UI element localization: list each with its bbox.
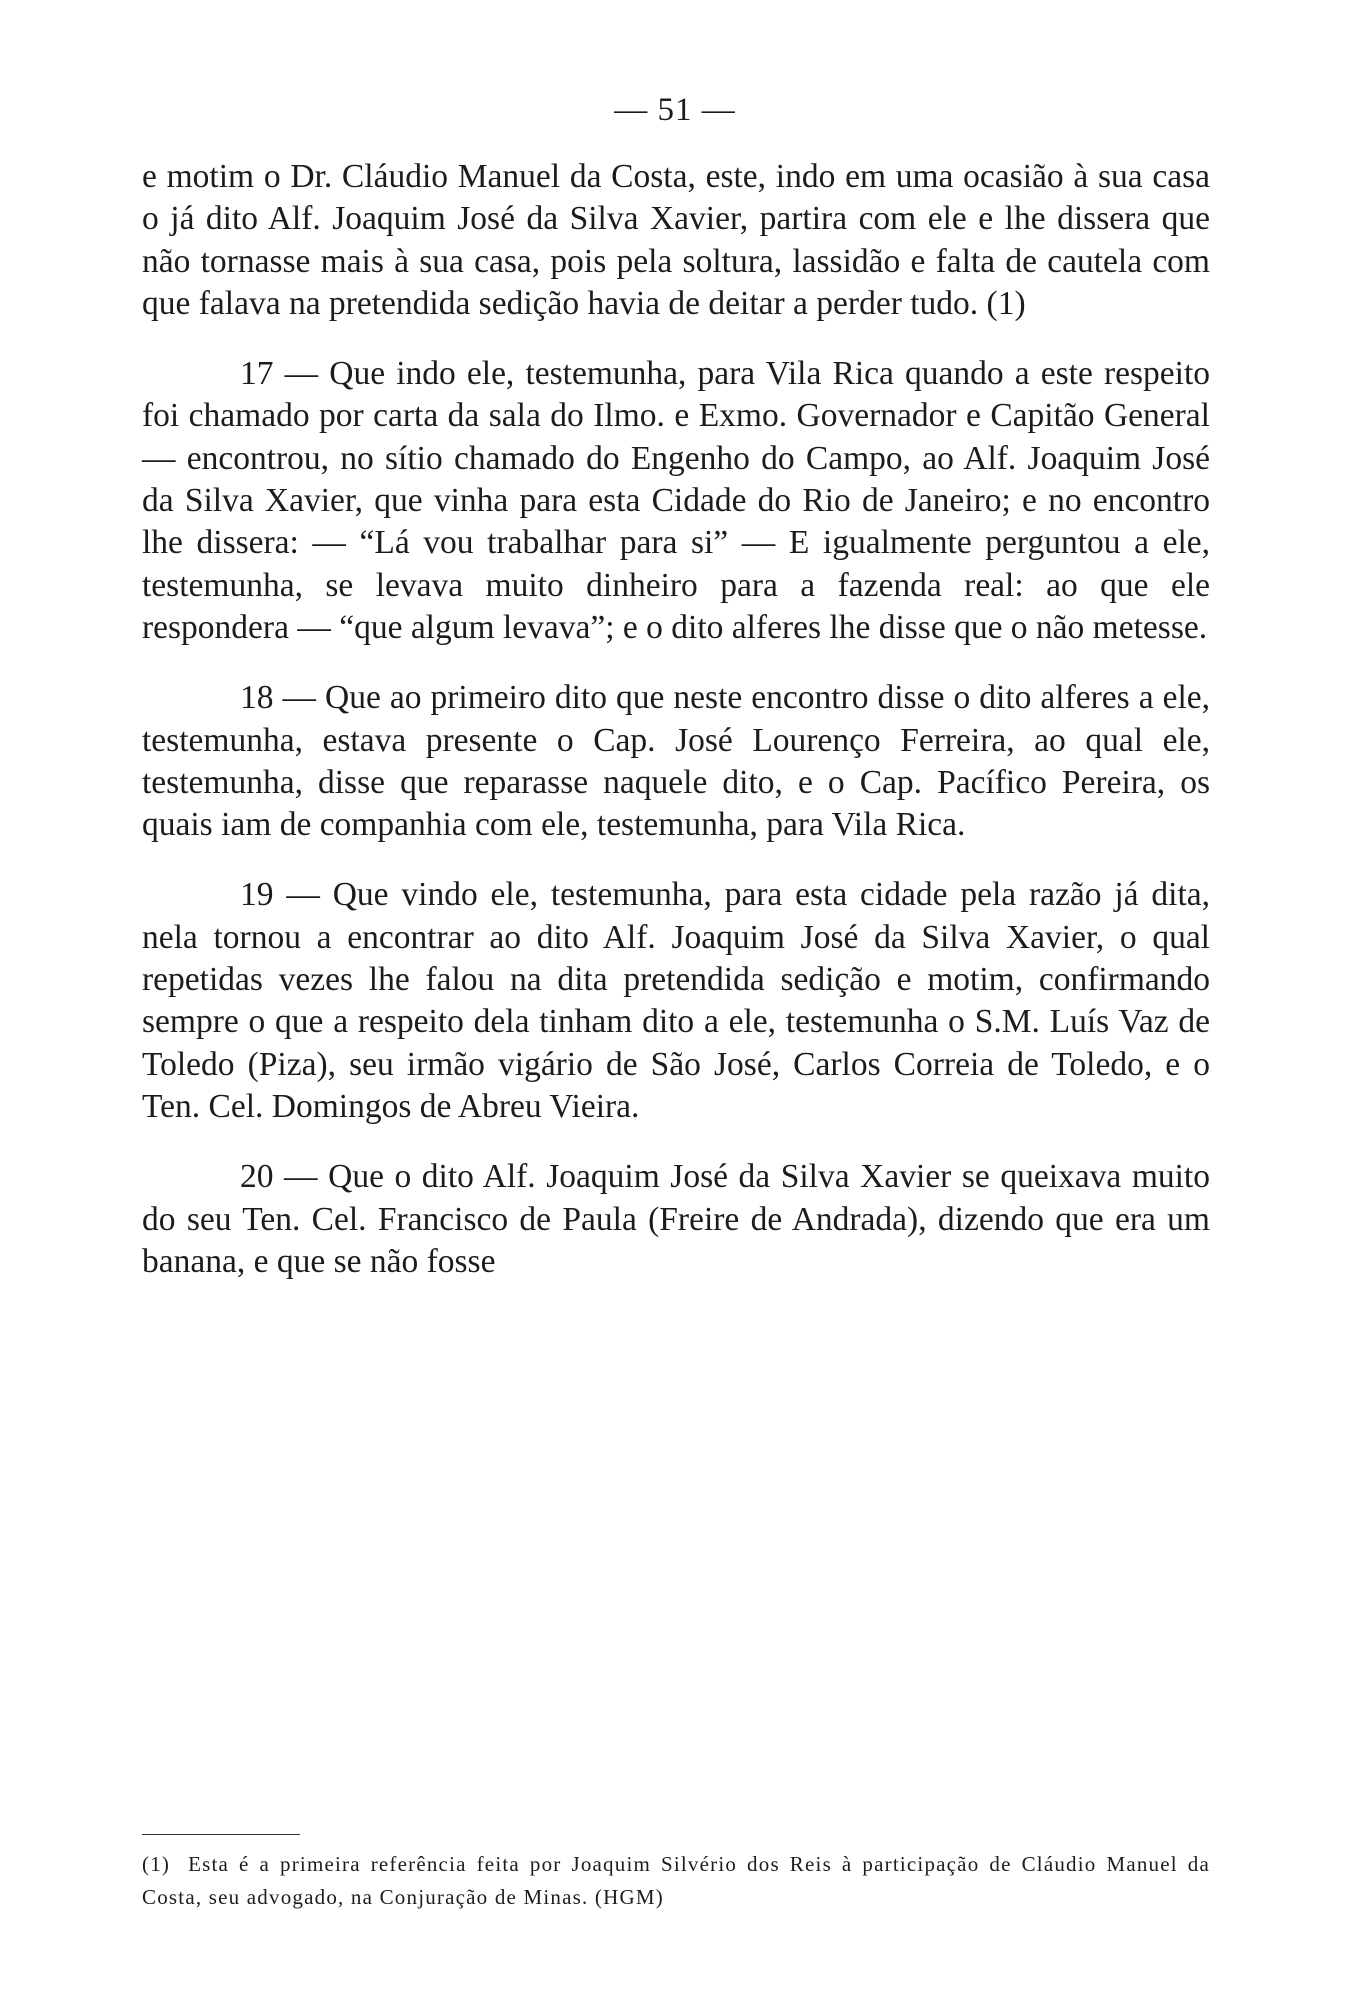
paragraph-17: 17 — Que indo ele, testemunha, para Vila Rica quando a este respeito foi chamado por carta da sala do Ilmo. e Exmo. Governador e Capitão General — encontrou, no sítio chamado do Engenho do Campo, ao Alf. Joaquim José da Silva Xavier, que vinha para esta Cidade do Rio de Janeiro; e no encontro lhe dissera: — “Lá vou trabalhar para si” — E igualmente perguntou a ele, testemunha, se levava muito dinheiro para a fazenda real: ao que ele respondera — “que algum levava”; e o dito alferes lhe disse que o não metesse. bbox=[142, 355, 1210, 646]
footnote-divider bbox=[142, 1834, 300, 1835]
paragraph-20: 20 — Que o dito Alf. Joaquim José da Silva Xavier se queixava muito do seu Ten. Cel. Francisco de Paula (Freire de Andrada), dizendo que era um banana, e que se não fosse bbox=[142, 1158, 1210, 1280]
footnote-text: Esta é a primeira referência feita por Joaquim Silvério dos Reis à participação de Cláudio Manuel da Costa, seu advogado, na Conjuração de Minas. (HGM) bbox=[142, 1852, 1210, 1909]
footnote bbox=[142, 1848, 1210, 1914]
page-number: — 51 — bbox=[614, 92, 736, 128]
footnote-marker: (1) bbox=[142, 1852, 171, 1876]
paragraph-18: 18 — Que ao primeiro dito que neste encontro disse o dito alferes a ele, testemunha, estava presente o Cap. José Lourenço Ferreira, ao qual ele, testemunha, disse que reparasse naquele dito, e o Cap. Pacífico Pereira, os quais iam de companhia com ele, testemunha, para Vila Rica. bbox=[142, 679, 1210, 844]
paragraph-19: 19 — Que vindo ele, testemunha, para esta cidade pela razão já dita, nela tornou a encontrar ao dito Alf. Joaquim José da Silva Xavier, o qual repetidas vezes lhe falou na dita pretendida sedição e motim, confirmando sempre o que a respeito dela tinham dito a ele, testemunha o S.M. Luís Vaz de Toledo (Piza), seu irmão vigário de São José, Carlos Correia de Toledo, e o Ten. Cel. Domingos de Abreu Vieira. bbox=[142, 876, 1210, 1125]
paragraph-continuation: e motim o Dr. Cláudio Manuel da Costa, este, indo em uma ocasião à sua casa o já dito Alf. Joaquim José da Silva Xavier, partira com ele e lhe dissera que não tornasse mais à sua casa, pois pela soltura, lassidão e falta de cautela com que falava na pretendida sedição havia de deitar a perder tudo. (1) bbox=[142, 158, 1210, 322]
body-text bbox=[142, 156, 1210, 1311]
